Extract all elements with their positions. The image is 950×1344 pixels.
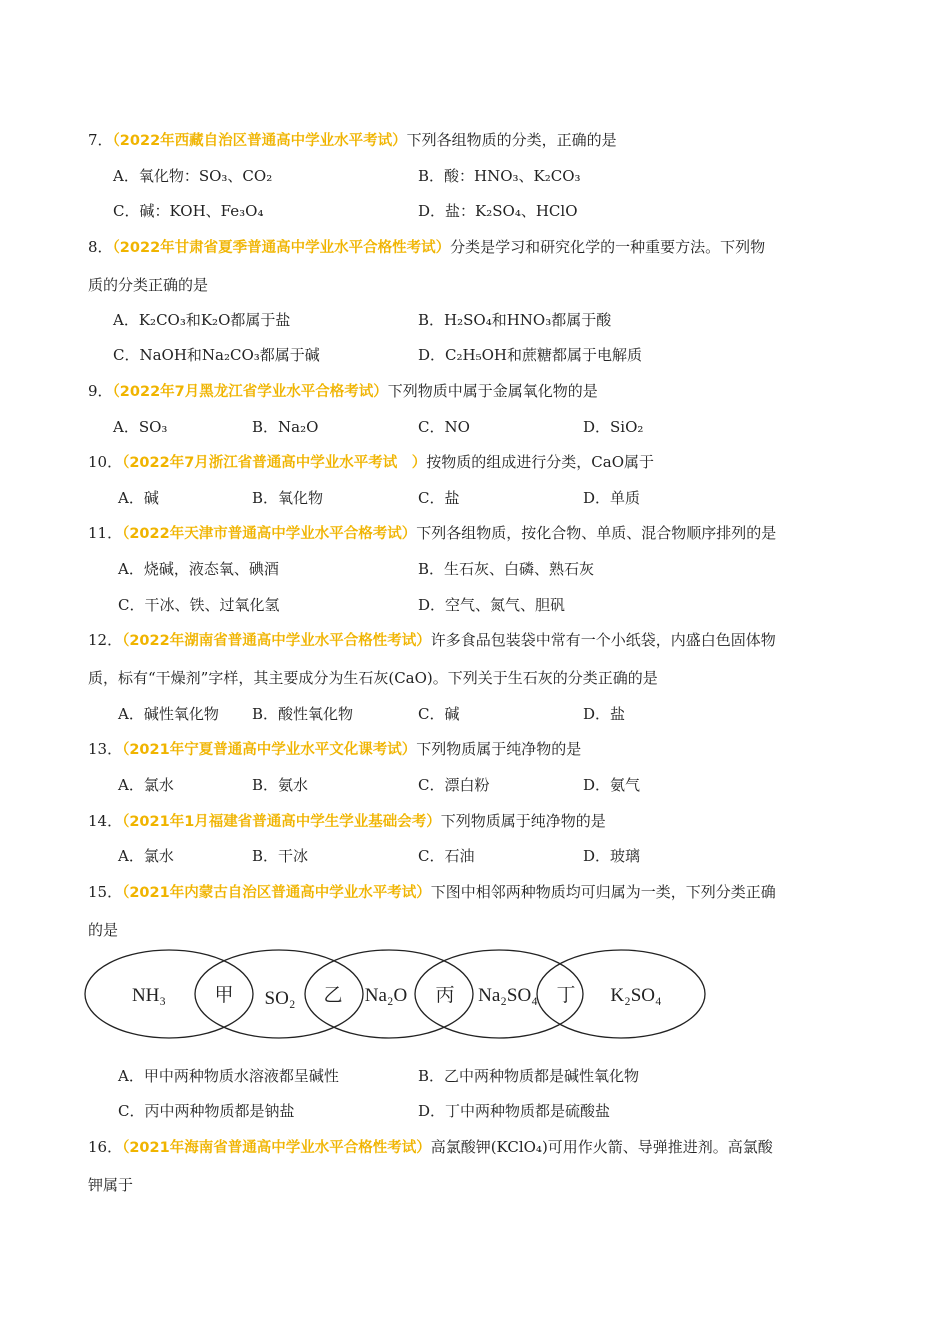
question-11-option-a[interactable]: A．烧碱，液态氧、碘酒 bbox=[118, 560, 279, 578]
question-8-option-d[interactable]: D．C₂H₅OH和蔗糖都属于电解质 bbox=[418, 346, 642, 364]
question-14-option-d[interactable]: D．玻璃 bbox=[583, 847, 641, 865]
question-10-option-d[interactable]: D．单质 bbox=[583, 489, 641, 507]
question-7-option-b[interactable]: B．酸：HNO₃、K₂CO₃ bbox=[418, 167, 581, 185]
question-8-stem-cont: 质的分类正确的是 bbox=[88, 276, 209, 294]
question-15-option-c[interactable]: C．丙中两种物质都是钠盐 bbox=[118, 1102, 295, 1120]
question-14-option-c[interactable]: C．石油 bbox=[418, 847, 475, 865]
substance-nh3: NH₃ bbox=[131, 985, 167, 1006]
question-7-stem: 7．（2022年西藏自治区普通高中学业水平考试）下列各组物质的分类，正确的是 bbox=[88, 131, 617, 149]
question-12-stem: 12．（2022年湖南省普通高中学业水平合格性考试）许多食品包装袋中常有一个小纸袋，内盛白色固体物 bbox=[88, 631, 776, 649]
question-15-option-b[interactable]: B．乙中两种物质都是碱性氧化物 bbox=[418, 1067, 640, 1085]
question-16-stem-cont: 钾属于 bbox=[88, 1176, 134, 1194]
question-8-option-b[interactable]: B．H₂SO₄和HNO₃都属于酸 bbox=[418, 311, 612, 329]
question-12-option-a[interactable]: A．碱性氧化物 bbox=[118, 705, 219, 723]
question-14-option-a[interactable]: A．氯水 bbox=[118, 847, 174, 865]
question-10-option-a[interactable]: A．碱 bbox=[118, 489, 159, 507]
question-11-stem: 11．（2022年天津市普通高中学业水平合格考试）下列各组物质，按化合物、单质、混合物顺序排列的是 bbox=[88, 524, 777, 542]
question-11-option-c[interactable]: C．干冰、铁、过氧化氢 bbox=[118, 596, 280, 614]
question-9-stem: 9．（2022年7月黑龙江省学业水平合格考试）下列物质中属于金属氧化物的是 bbox=[88, 382, 598, 400]
overlap-label-bing: 丙 bbox=[435, 985, 455, 1006]
substance-k2so4: K₂SO₄ bbox=[610, 985, 662, 1006]
question-14-option-b[interactable]: B．干冰 bbox=[252, 847, 309, 865]
question-12-option-b[interactable]: B．酸性氧化物 bbox=[252, 705, 354, 723]
question-13-option-d[interactable]: D．氨气 bbox=[583, 776, 641, 794]
question-13-option-b[interactable]: B．氨水 bbox=[252, 776, 309, 794]
question-11-option-d[interactable]: D．空气、氮气、胆矾 bbox=[418, 596, 566, 614]
question-8-option-c[interactable]: C．NaOH和Na₂CO₃都属于碱 bbox=[113, 346, 320, 364]
question-7-option-d[interactable]: D．盐：K₂SO₄、HClO bbox=[418, 202, 578, 220]
question-12-option-d[interactable]: D．盐 bbox=[583, 705, 626, 723]
question-8-stem: 8．（2022年甘肃省夏季普通高中学业水平合格性考试）分类是学习和研究化学的一种重要方法。下列物 bbox=[88, 238, 766, 256]
question-7-option-a[interactable]: A．氧化物：SO₃、CO₂ bbox=[113, 167, 273, 185]
question-14-stem: 14．（2021年1月福建省普通高中学生学业基础会考）下列物质属于纯净物的是 bbox=[88, 812, 606, 830]
question-13-option-a[interactable]: A．氯水 bbox=[118, 776, 174, 794]
question-15-option-a[interactable]: A．甲中两种物质水溶液都呈碱性 bbox=[118, 1067, 339, 1085]
question-15-option-d[interactable]: D．丁中两种物质都是硫酸盐 bbox=[418, 1102, 611, 1120]
overlap-label-yi: 乙 bbox=[323, 985, 343, 1006]
question-9-option-b[interactable]: B．Na₂O bbox=[252, 418, 319, 436]
question-7-option-c[interactable]: C．碱：KOH、Fe₃O₄ bbox=[113, 202, 264, 220]
overlap-label-ding: 丁 bbox=[556, 985, 576, 1006]
substance-so2: SO₂ bbox=[264, 988, 296, 1009]
question-16-stem: 16．（2021年海南省普通高中学业水平合格性考试）高氯酸钾(KClO₄)可用作火箭、导弹推进剂。高氯酸 bbox=[88, 1138, 773, 1156]
question-12-option-c[interactable]: C．碱 bbox=[418, 705, 460, 723]
question-10-stem: 10．（2022年7月浙江省普通高中学业水平考试 ）按物质的组成进行分类，CaO属于 bbox=[88, 453, 655, 471]
question-10-option-b[interactable]: B．氧化物 bbox=[252, 489, 324, 507]
overlap-label-jia: 甲 bbox=[214, 985, 234, 1006]
question-15-stem: 15．（2021年内蒙古自治区普通高中学业水平考试）下图中相邻两种物质均可归属为一类，下列分类正确 bbox=[88, 883, 776, 901]
question-9-option-c[interactable]: C．NO bbox=[418, 418, 470, 436]
question-13-option-c[interactable]: C．漂白粉 bbox=[418, 776, 490, 794]
question-9-option-a[interactable]: A．SO₃ bbox=[113, 418, 168, 436]
question-12-stem-cont: 质，标有“干燥剂”字样，其主要成分为生石灰(CaO)。下列关于生石灰的分类正确的是 bbox=[88, 669, 658, 687]
question-11-option-b[interactable]: B．生石灰、白磷、熟石灰 bbox=[418, 560, 595, 578]
question-13-stem: 13．（2021年宁夏普通高中学业水平文化课考试）下列物质属于纯净物的是 bbox=[88, 740, 582, 758]
question-9-option-d[interactable]: D．SiO₂ bbox=[583, 418, 644, 436]
substance-na2so4: Na₂SO₄ bbox=[478, 985, 538, 1006]
substance-na2o: Na₂O bbox=[364, 985, 408, 1006]
question-10-option-c[interactable]: C．盐 bbox=[418, 489, 460, 507]
question-15-stem-cont: 的是 bbox=[88, 921, 119, 939]
question-8-option-a[interactable]: A．K₂CO₃和K₂O都属于盐 bbox=[113, 311, 291, 329]
classification-diagram bbox=[84, 946, 714, 1046]
